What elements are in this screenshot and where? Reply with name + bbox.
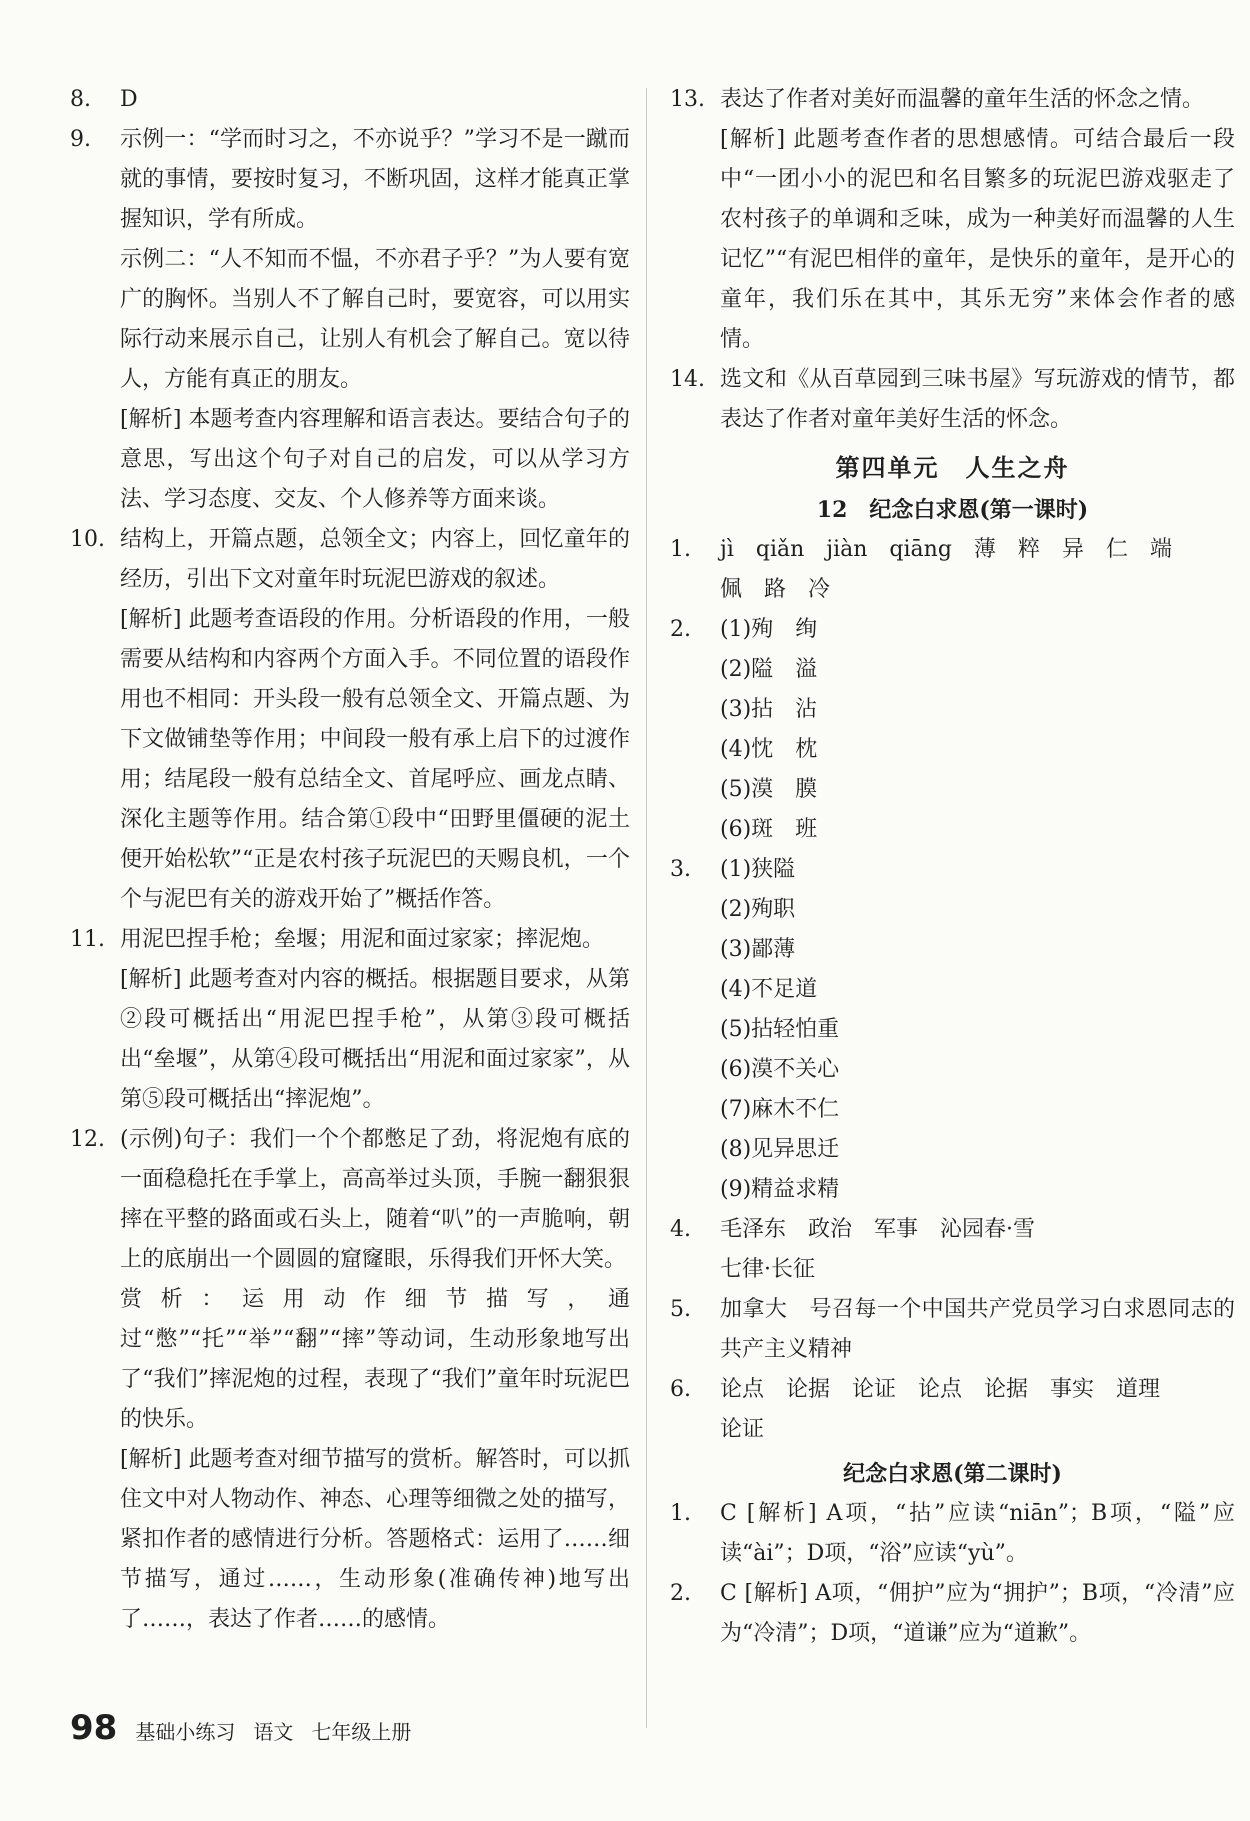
answer-12-appreciation: 赏析：运用动作细节描写，通过“憋”“托”“举”“翻”“摔”等动词，生动形象地写出了“我们”摔泥炮的过程，表现了“我们”童年时玩泥巴的快乐。 (120, 1287, 630, 1432)
answer-number: 11. (70, 927, 105, 952)
subject-label: 语文 (253, 1720, 294, 1744)
list-item: jiàn (826, 537, 868, 562)
list-item: (8)见异思迁 (720, 1137, 840, 1162)
list-item: 佩 (720, 577, 743, 602)
list-item: (6)漠不关心 (720, 1057, 840, 1082)
list-item: (5)拈轻怕重 (720, 1017, 840, 1042)
answer-a6 (670, 1370, 1235, 1450)
answer-number: 2. (670, 1581, 691, 1606)
page-footer (70, 1708, 429, 1748)
answer-text: C [解析] A项，“佣护”应为“拥护”；B项，“冷清”应为“冷清”；D项，“道谦”应为“道歉”。 (720, 1581, 1235, 1646)
answer-text: (示例)句子：我们一个个都憋足了劲，将泥炮有底的一面稳稳托在手掌上，高高举过头顶，手腕一翻狠狠摔在平整的路面或石头上，随着“叭”的一声脆响，朝上的底崩出一个圆圆的窟窿眼，乐得我们开怀大笑。 (120, 1127, 630, 1272)
column-divider (646, 88, 647, 1728)
answer-a1 (670, 530, 1235, 610)
answer-8 (70, 80, 630, 120)
list-item: (2)殉职 (720, 897, 796, 922)
list-item: 薄 (973, 537, 996, 562)
answer-9-example-2: 示例二：“人不知而不愠，不亦君子乎？”为人要有宽广的胸怀。当别人不了解自己时，要宽容，可以用实际行动来展示自己，让别人有机会了解自己。宽以待人，方能有真正的朋友。 (120, 247, 630, 392)
answer-number: 9. (70, 127, 91, 152)
answer-number: 14. (670, 367, 705, 392)
answer-text: 论证 (720, 1417, 765, 1442)
lesson-title-2: 纪念白求恩(第二课时) (843, 1461, 1062, 1487)
list-item: (7)麻木不仁 (720, 1097, 840, 1122)
list-item: 冷 (808, 577, 831, 602)
answer-number: 8. (70, 87, 91, 112)
answer-text: 七律·长征 (720, 1257, 815, 1282)
page-number: 98 (70, 1708, 118, 1748)
list-item: 异 (1061, 537, 1084, 562)
answer-text: 结构上，开篇点题，总领全文；内容上，回忆童年的经历，引出下文对童年时玩泥巴游戏的叙述。 (120, 527, 630, 592)
answer-number: 1. (670, 537, 691, 562)
answer-text: 毛泽东 政治 军事 沁园春·雪 (720, 1217, 1035, 1242)
answer-a4 (670, 1210, 1235, 1290)
answer-9 (70, 120, 630, 240)
answer-number: 5. (670, 1297, 691, 1322)
list-item: (5)漠 膜 (720, 777, 818, 802)
answer-a2 (670, 610, 1235, 850)
list-item: 路 (764, 577, 787, 602)
answer-number: 4. (670, 1217, 691, 1242)
answer-text: C [解析] A项，“拈”应读“niān”；B项，“隘”应读“ài”；D项，“浴”应读“yù”。 (720, 1501, 1235, 1566)
answer-text: 示例一：“学而时习之，不亦说乎？”学习不是一蹴而就的事情，要按时复习，不断巩固，这样才能真正掌握知识，学有所成。 (120, 127, 630, 232)
answer-12-analysis: [解析] 此题考查对细节描写的赏析。解答时，可以抓住文中对人物动作、神态、心理等细微之处的描写，紧扣作者的感情进行分析。答题格式：运用了……细节描写，通过……，生动形象(准确传神)地写出了……，表达了作者……的感情。 (120, 1447, 630, 1632)
answer-text: 用泥巴捏手枪；垒堰；用泥和面过家家；摔泥炮。 (120, 927, 605, 952)
answer-a3 (670, 850, 1235, 1210)
answer-text: 加拿大 号召每一个中国共产党员学习白求恩同志的共产主义精神 (720, 1297, 1235, 1362)
answer-number: 3. (670, 857, 691, 882)
list-item: (1)殉 绚 (720, 617, 818, 642)
answer-14 (670, 360, 1235, 440)
answer-13 (670, 80, 1235, 120)
list-item: 粹 (1017, 537, 1040, 562)
answer-b2 (670, 1574, 1235, 1654)
list-item: (4)不足道 (720, 977, 818, 1002)
answer-text: 论点 论据 论证 论点 论据 事实 道理 (720, 1377, 1161, 1402)
unit-title: 第四单元 人生之舟 (835, 453, 1070, 482)
answer-text: 表达了作者对美好而温馨的童年生活的怀念之情。 (720, 87, 1205, 112)
answer-number: 1. (670, 1501, 691, 1526)
answer-12 (70, 1120, 630, 1280)
book-title: 基础小练习 (135, 1720, 236, 1744)
answer-11-analysis: [解析] 此题考查对内容的概括。根据题目要求，从第②段可概括出“用泥巴捏手枪”，从第③段可概括出“垒堰”，从第④段可概括出“用泥和面过家家”，从第⑤段可概括出“摔泥炮”。 (120, 967, 630, 1112)
answer-9-analysis: [解析] 本题考查内容理解和语言表达。要结合句子的意思，写出这个句子对自己的启发，可以从学习方法、学习态度、交友、个人修养等方面来谈。 (120, 407, 630, 512)
answer-10 (70, 520, 630, 600)
list-item: (6)斑 班 (720, 817, 818, 842)
list-item: (3)鄙薄 (720, 937, 796, 962)
answer-number: 6. (670, 1377, 691, 1402)
list-item: qiǎn (755, 537, 805, 562)
list-item: (9)精益求精 (720, 1177, 840, 1202)
answer-number: 2. (670, 617, 691, 642)
lesson-title: 12 纪念白求恩(第一课时) (816, 497, 1089, 523)
answer-text: 选文和《从百草园到三味书屋》写玩游戏的情节，都表达了作者对童年美好生活的怀念。 (720, 367, 1235, 432)
grade-label: 七年级上册 (311, 1720, 412, 1744)
right-column (670, 80, 1235, 1654)
list-item: 仁 (1105, 537, 1128, 562)
list-item: (1)狭隘 (720, 857, 796, 882)
answer-10-analysis: [解析] 此题考查语段的作用。分析语段的作用，一般需要从结构和内容两个方面入手。不同位置的语段作用也不相同：开头段一般有总领全文、开篇点题、为下文做铺垫等作用；中间段一般有承上启下的过渡作用；结尾段一般有总结全文、首尾呼应、画龙点睛、深化主题等作用。结合第①段中“田野里僵硬的泥土便开始松软”“正是农村孩子玩泥巴的天赐良机，一个个与泥巴有关的游戏开始了”概括作答。 (120, 607, 630, 912)
pinyin-word-list (720, 530, 1235, 610)
answer-11 (70, 920, 630, 960)
answer-13-analysis: [解析] 此题考查作者的思想感情。可结合最后一段中“一团小小的泥巴和名目繁多的玩泥巴游戏驱走了农村孩子的单调和乏味，成为一种美好而温馨的人生记忆”“有泥巴相伴的童年，是快乐的童年，是开心的童年，我们乐在其中，其乐无穷”来体会作者的感情。 (720, 127, 1235, 352)
answer-b1 (670, 1494, 1235, 1574)
list-item: (3)拈 沾 (720, 697, 818, 722)
left-column (70, 80, 630, 1640)
answer-number: 10. (70, 527, 105, 552)
answer-a5 (670, 1290, 1235, 1370)
answer-number: 13. (670, 87, 705, 112)
list-item: (2)隘 溢 (720, 657, 818, 682)
list-item: jì (720, 537, 734, 562)
list-item: qiāng (889, 537, 952, 562)
list-item: (4)忱 枕 (720, 737, 818, 762)
list-item: 端 (1149, 537, 1172, 562)
answer-text: D (120, 87, 138, 112)
answer-number: 12. (70, 1127, 105, 1152)
